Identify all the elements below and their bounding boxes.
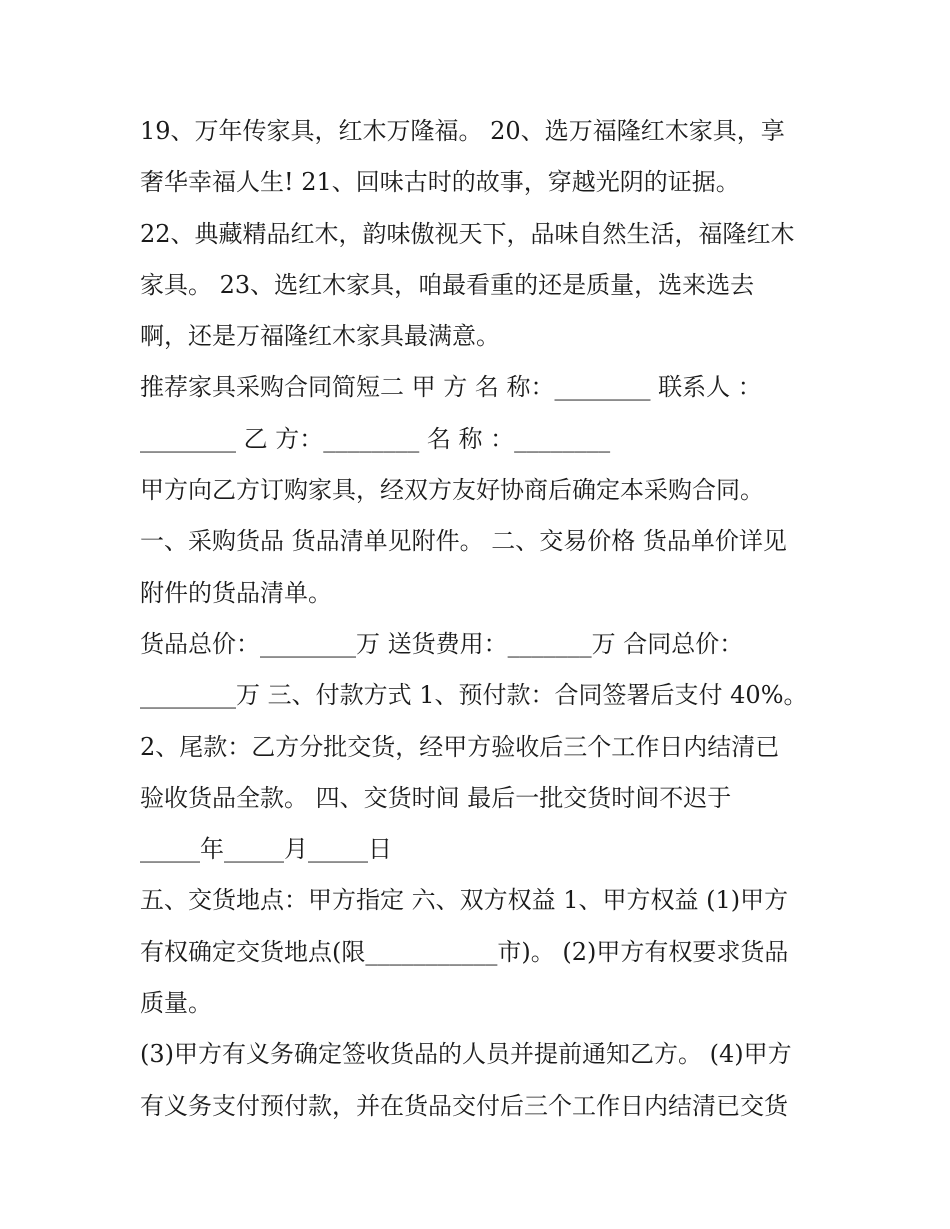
text-line: 22、典藏精品红木，韵味傲视天下，品味自然生活，福隆红木: [140, 219, 795, 248]
document-body: [140, 106, 820, 1132]
text-line: 2、尾款：乙方分批交货，经甲方验收后三个工作日内结清已: [140, 732, 780, 761]
text-line: 有权确定交货地点(限___________市)。 (2)甲方有权要求货品: [140, 937, 789, 966]
text-line: 五、交货地点：甲方指定 六、双方权益 1、甲方权益 (1)甲方: [140, 886, 789, 915]
text-line: 货品总价：________万 送货费用：_______万 合同总价：: [140, 629, 744, 658]
text-line: ________ 乙 方：________ 名 称 ：________: [140, 424, 611, 453]
text-line: 19、万年传家具，红木万隆福。 20、选万福隆红木家具，享: [140, 117, 785, 145]
text-line: 质量。: [140, 989, 212, 1018]
text-line: 验收货品全款。 四、交货时间 最后一批交货时间不迟于: [140, 783, 732, 812]
text-line: 一、采购货品 货品清单见附件。 二、交易价格 货品单价详见: [140, 527, 787, 556]
text-line: _____年_____月_____日: [140, 835, 392, 864]
text-line: 附件的货品清单。: [140, 578, 332, 607]
text-line: (3)甲方有义务确定签收货品的人员并提前通知乙方。 (4)甲方: [140, 1040, 792, 1069]
text-line: 甲方向乙方订购家具，经双方友好协商后确定本采购合同。: [140, 476, 764, 505]
contract-title-line: 推荐家具采购合同简短二 甲 方 名 称：________ 联系人 ：: [140, 373, 762, 402]
text-line: 奢华幸福人生! 21、回味古时的故事，穿越光阴的证据。: [140, 168, 740, 197]
text-line: ________万 三、付款方式 1、预付款：合同签署后支付 40%。: [140, 681, 808, 710]
text-line: 家具。 23、选红木家具，咱最看重的还是质量，选来选去: [140, 270, 755, 299]
text-line: 啊，还是万福隆红木家具最满意。: [140, 322, 500, 351]
text-line: 有义务支付预付款，并在货品交付后三个工作日内结清已交货: [140, 1091, 788, 1120]
